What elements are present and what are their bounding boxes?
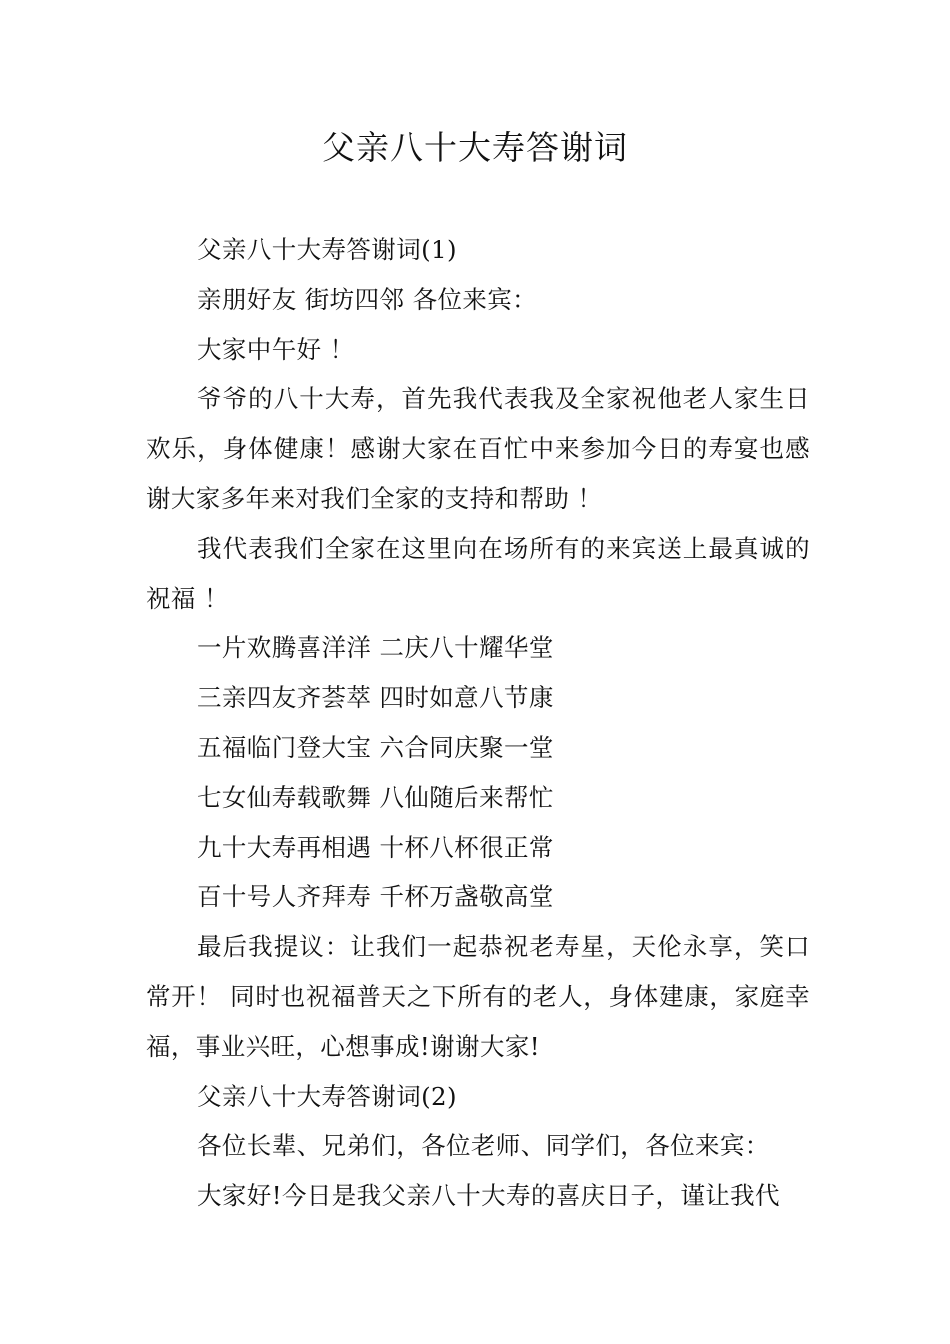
paragraph-greeting-1: 大家中午好 ！: [197, 334, 355, 364]
paragraph-salutation-2: 各位长辈、兄弟们，各位老师、同学们，各位来宾：: [197, 1131, 770, 1161]
paragraph-body-1: 爷爷的八十大寿，首先我代表我及全家祝他老人家生日欢乐，身体健康！感谢大家在百忙中来参加今日的寿宴也感谢大家多年来对我们全家的支持和帮助 ！: [146, 384, 810, 513]
poem-line-6: 百十号人齐拜寿 千杯万盏敬高堂: [197, 882, 554, 912]
poem-line-5: 九十大寿再相遇 十杯八杯很正常: [197, 832, 554, 862]
paragraph-heading-1: 父亲八十大寿答谢词(1): [197, 235, 458, 264]
poem-line-1: 一片欢腾喜洋洋 二庆八十耀华堂: [197, 633, 554, 663]
paragraph-closing-1: 最后我提议：让我们一起恭祝老寿星，天伦永享，笑口常开！ 同时也祝福普天之下所有的老人，身体建康，家庭幸福，事业兴旺，心想事成!谢谢大家!: [146, 932, 810, 1061]
document-title: 父亲八十大寿答谢词: [322, 128, 628, 167]
paragraph-heading-2: 父亲八十大寿答谢词(2): [197, 1081, 458, 1111]
paragraph-greeting-2: 大家好!今日是我父亲八十大寿的喜庆日子，谨让我代: [197, 1181, 780, 1211]
paragraph-body-2: 我代表我们全家在这里向在场所有的来宾送上最真诚的祝福 ！: [146, 533, 810, 613]
paragraph-salutation-1: 亲朋好友 街坊四邻 各位来宾：: [197, 284, 538, 314]
poem-line-2: 三亲四友齐荟萃 四时如意八节康: [197, 683, 554, 713]
document-body: [146, 225, 810, 1221]
poem-line-3: 五福临门登大宝 六合同庆聚一堂: [197, 732, 554, 762]
poem-line-4: 七女仙寿载歌舞 八仙随后来帮忙: [197, 782, 554, 812]
